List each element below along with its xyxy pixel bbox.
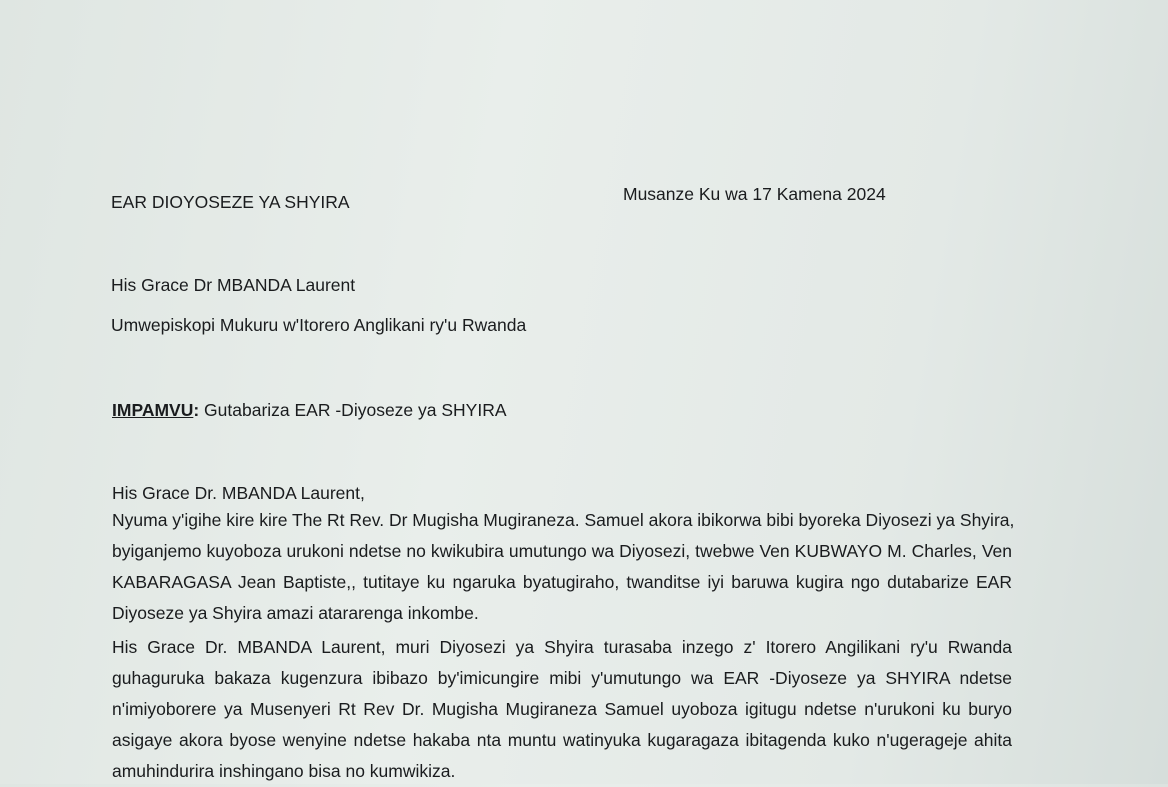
paragraph-line: Nyuma y'igihe kire kire The Rt Rev. Dr Mugisha Mugiraneza. Samuel akora ibikorwa bibi byoreka Diyosezi ya Shyira, (112, 510, 1015, 530)
subject-line (112, 400, 507, 421)
paragraph-line: His Grace Dr. MBANDA Laurent, muri Diyosezi ya Shyira turasaba inzego z' Itorero Angilikani ry'u Rwanda (112, 637, 1012, 657)
paragraph-line: KABARAGASA Jean Baptiste,, tutitaye ku ngaruka byatugiraho, twanditse iyi baruwa kugira ngo dutabarize EAR (112, 572, 1012, 592)
subject-label: IMPAMVU (112, 400, 194, 420)
paragraph-line: guhaguruka bakaza kugenzura ibibazo by'imicungire mibi y'umutungo wa EAR -Diyoseze ya SHYIRA ndetse (112, 668, 1012, 688)
subject-colon: : (193, 400, 200, 420)
recipient-title: Umwepiskopi Mukuru w'Itorero Anglikani ry'u Rwanda (111, 315, 527, 335)
place-date: Musanze Ku wa 17 Kamena 2024 (623, 184, 886, 204)
paragraph-1 (112, 505, 1015, 629)
salutation: His Grace Dr. MBANDA Laurent, (112, 483, 365, 503)
recipient-name: His Grace Dr MBANDA Laurent (111, 275, 356, 295)
paragraph-2 (112, 632, 1012, 787)
sender-heading: EAR DIOYOSEZE YA SHYIRA (111, 192, 350, 212)
paragraph-line: Diyoseze ya Shyira amazi atararenga inkombe. (112, 603, 479, 623)
paragraph-line: asigaye akora byose wenyine ndetse hakaba nta muntu watinyuka kugaragaza ibitagenda kuko n'ugerageje ahita (112, 730, 1012, 750)
paragraph-line: amuhindurira inshingano bisa no kumwikiza. (112, 761, 456, 781)
paragraph-line: n'imiyoborere ya Musenyeri Rt Rev Dr. Mugisha Mugiraneza Samuel uyoboza igitugu ndetse n'urukoni ku buryo (112, 699, 1012, 719)
subject-text: Gutabariza EAR -Diyoseze ya SHYIRA (204, 400, 507, 420)
paragraph-line: byiganjemo kuyoboza urukoni ndetse no kwikubira umutungo wa Diyosezi, twebwe Ven KUBWAYO M. Charles, Ven (112, 541, 1012, 561)
